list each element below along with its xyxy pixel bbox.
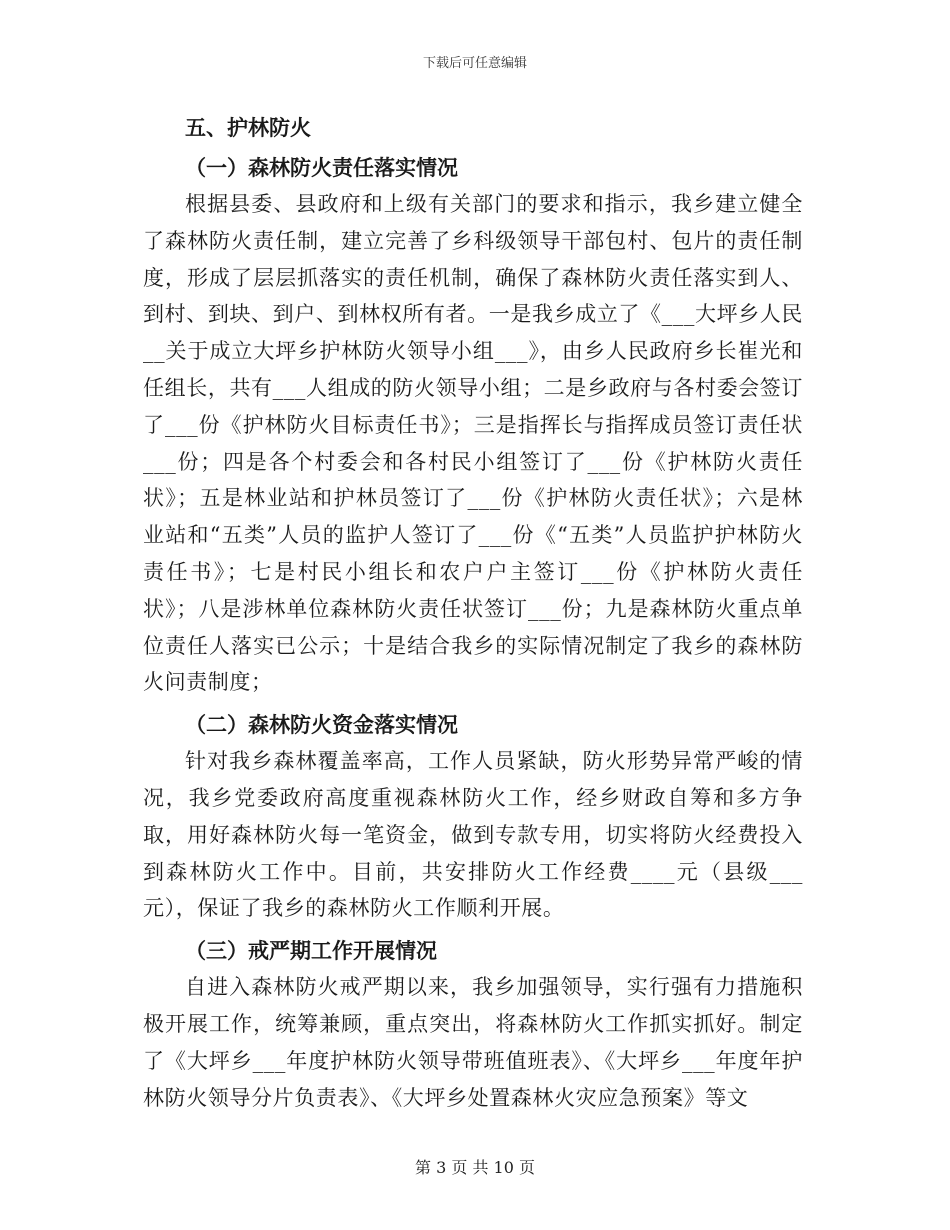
paragraph-3: 自进入森林防火戒严期以来，我乡加强领导，实行强有力措施积极开展工作，统筹兼顾，重点突出，将森林防火工作抓实抓好。制定了《大坪乡___年度护林防火领导带班值班表》、《大坪乡___年度年护林防火领导分片负责表》、《大坪乡处置森林火灾应急预案》等文 [143, 975, 803, 1110]
paragraph-2: 针对我乡森林覆盖率高，工作人员紧缺，防火形势异常严峻的情况，我乡党委政府高度重视森林防火工作，经乡财政自筹和多方争取，用好森林防火每一笔资金，做到专款专用，切实将防火经费投入到森林防火工作中。目前，共安排防火工作经费____元（县级___元），保证了我乡的森林防火工作顺利开展。 [143, 749, 803, 921]
document-body [143, 110, 803, 1122]
page-number: 第 3 页 共 10 页 [415, 1158, 535, 1177]
subsection-title-3: （三）戒严期工作开展情况 [185, 938, 437, 964]
subsection-title-1: （一）森林防火责任落实情况 [185, 155, 458, 180]
section-title: 五、护林防火 [185, 115, 311, 140]
paragraph-1: 根据县委、县政府和上级有关部门的要求和指示，我乡建立健全了森林防火责任制，建立完善了乡科级领导干部包村、包片的责任制度，形成了层层抓落实的责任机制，确保了森林防火责任落实到人、到村、到块、到户、到林权所有者。一是我乡成立了《___大坪乡人民__关于成立大坪乡护林防火领导小组___》，由乡人民政府乡长崔光和任组长，共有___人组成的防火领导小组；二是乡政府与各村委会签订了___份《护林防火目标责任书》；三是指挥长与指挥成员签订责任状___份；四是各个村委会和各村民小组签订了___份《护林防火责任状》；五是林业站和护林员签订了___份《护林防火责任状》；六是林业站和“五类”人员的监护人签订了___份《“五类”人员监护护林防火责任书》；七是村民小组长和农户户主签订___份《护林防火责任状》；八是涉林单位森林防火责任状签订___份；九是森林防火重点单位责任人落实已公示；十是结合我乡的实际情况制定了我乡的森林防火问责制度； [143, 192, 803, 695]
page-header: 下载后可任意编辑 [422, 56, 527, 71]
subsection-title-2: （二）森林防火资金落实情况 [185, 712, 458, 738]
